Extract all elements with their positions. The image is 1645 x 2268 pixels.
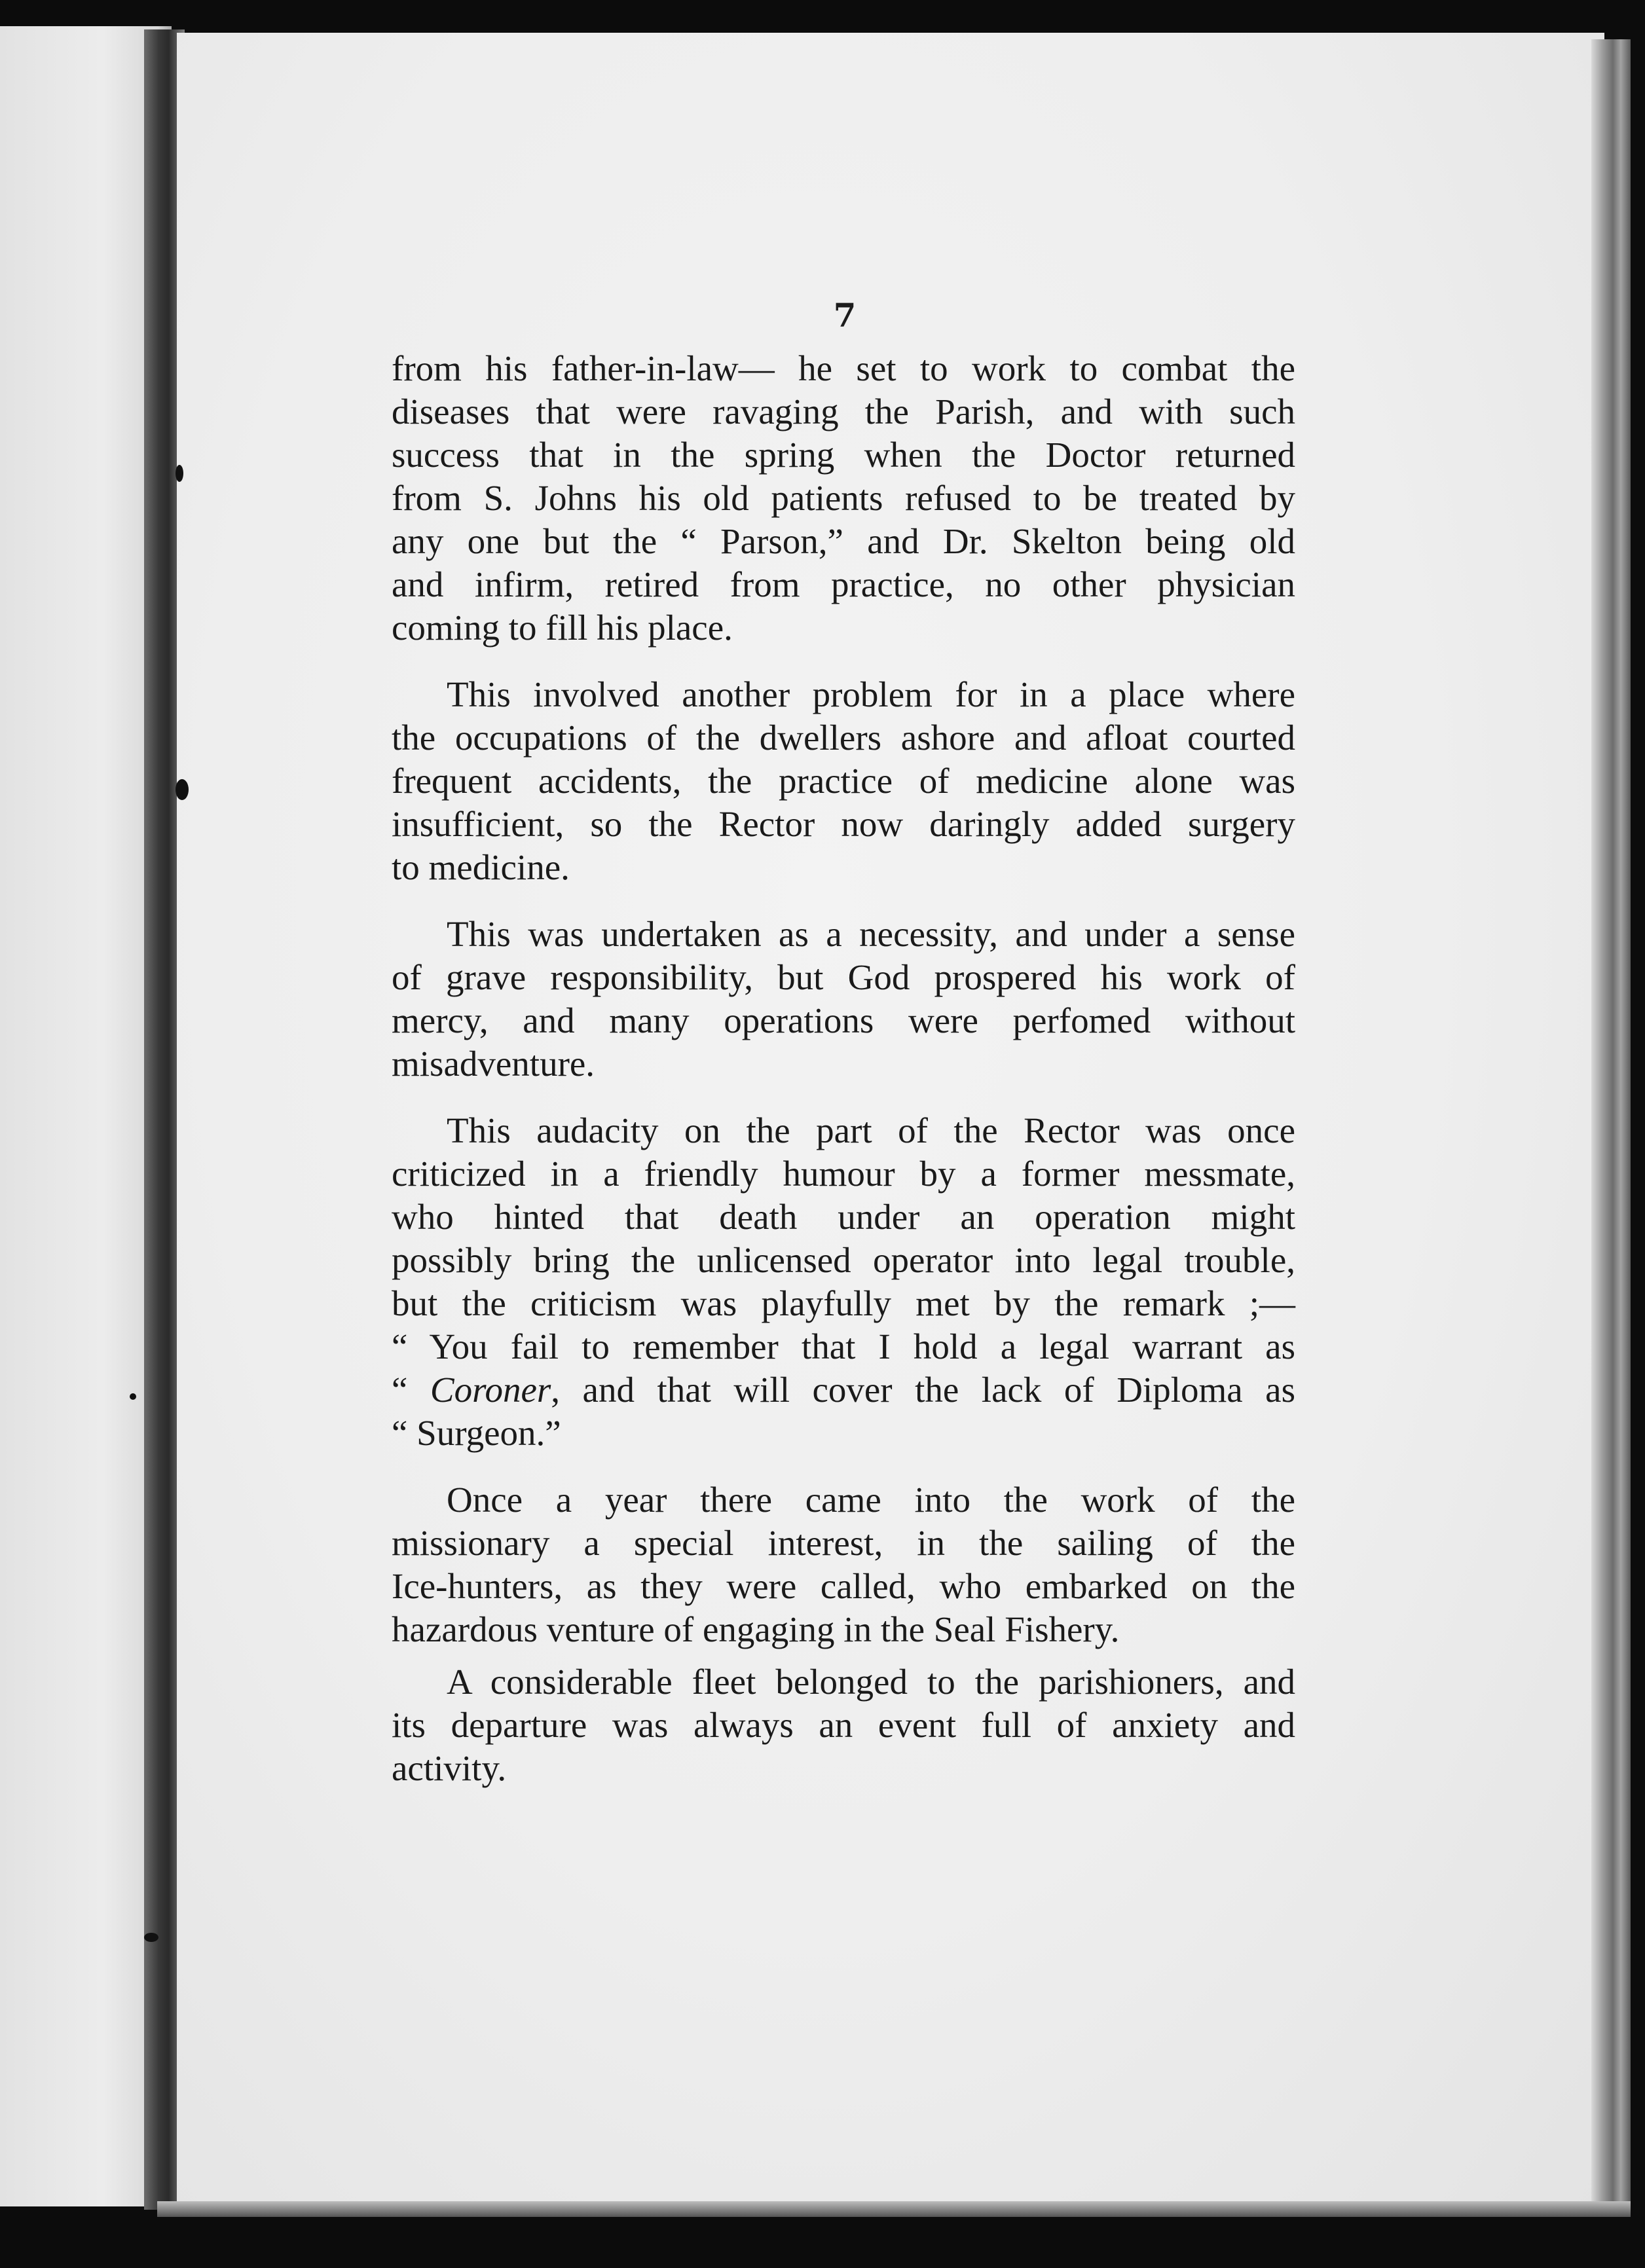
- text-line: but the criticism was playfully met by the remark ;—: [392, 1283, 1295, 1323]
- text-line: success that in the spring when the Doctor returned: [392, 435, 1295, 475]
- text-fragment: , and that will cover the lack of Diploma as: [551, 1370, 1295, 1410]
- text-line: from S. Johns his old patients refused to be treated by: [392, 478, 1295, 518]
- text-line: This involved another problem for in a place where: [447, 674, 1295, 714]
- text-line: diseases that were ravaging the Parish, and with such: [392, 392, 1295, 431]
- text-line: to medicine.: [392, 847, 570, 887]
- text-line: hazardous venture of engaging in the Seal Fishery.: [392, 1609, 1120, 1649]
- binding-mark: [130, 1393, 136, 1400]
- text-line: [392, 1368, 1295, 1412]
- text-line: insufficient, so the Rector now daringly added surgery: [392, 804, 1295, 844]
- paragraph: [392, 1660, 1295, 1790]
- text-line: from his father-in-law— he set to work to combat the: [392, 348, 1295, 388]
- page-stack-edge: [1591, 39, 1631, 2206]
- italic-term: Coroner: [430, 1370, 551, 1410]
- binding-mark: [176, 779, 189, 800]
- text-line: activity.: [392, 1748, 507, 1788]
- text-line: and infirm, retired from practice, no other physician: [392, 564, 1295, 604]
- text-line: “ Surgeon.”: [392, 1413, 561, 1453]
- paragraph: [392, 1478, 1295, 1651]
- text-line: A considerable fleet belonged to the parishioners, and: [447, 1662, 1295, 1702]
- text-line: “ You fail to remember that I hold a legal warrant as: [392, 1326, 1295, 1366]
- body-text: [392, 347, 1295, 1790]
- text-fragment: “: [392, 1370, 430, 1410]
- text-line: possibly bring the unlicensed operator into legal trouble,: [392, 1240, 1295, 1280]
- text-line: of grave responsibility, but God prospered his work of: [392, 957, 1295, 997]
- text-line: the occupations of the dwellers ashore and afloat courted: [392, 718, 1295, 758]
- paragraph: [392, 347, 1295, 649]
- text-line: Ice-hunters, as they were called, who embarked on the: [392, 1566, 1295, 1606]
- binding-mark: [176, 465, 183, 482]
- paragraph: [392, 1109, 1295, 1455]
- binding-mark: [144, 1933, 158, 1942]
- text-line: missionary a special interest, in the sailing of the: [392, 1523, 1295, 1563]
- page-number: 7: [833, 296, 857, 335]
- text-line: This audacity on the part of the Rector was once: [447, 1110, 1295, 1150]
- page-bottom-edge: [157, 2201, 1631, 2217]
- text-line: any one but the “ Parson,” and Dr. Skelton being old: [392, 521, 1295, 561]
- paragraph: [392, 673, 1295, 889]
- text-line: misadventure.: [392, 1044, 595, 1084]
- text-line: frequent accidents, the practice of medicine alone was: [392, 761, 1295, 801]
- text-line: who hinted that death under an operation might: [392, 1197, 1295, 1237]
- text-line: This was undertaken as a necessity, and under a sense: [447, 914, 1295, 954]
- text-line: Once a year there came into the work of the: [447, 1480, 1295, 1520]
- text-line: its departure was always an event full of anxiety and: [392, 1705, 1295, 1745]
- paragraph: [392, 913, 1295, 1086]
- text-line: coming to fill his place.: [392, 608, 733, 648]
- text-line: mercy, and many operations were perfomed without: [392, 1000, 1295, 1040]
- text-line: criticized in a friendly humour by a former messmate,: [392, 1154, 1295, 1194]
